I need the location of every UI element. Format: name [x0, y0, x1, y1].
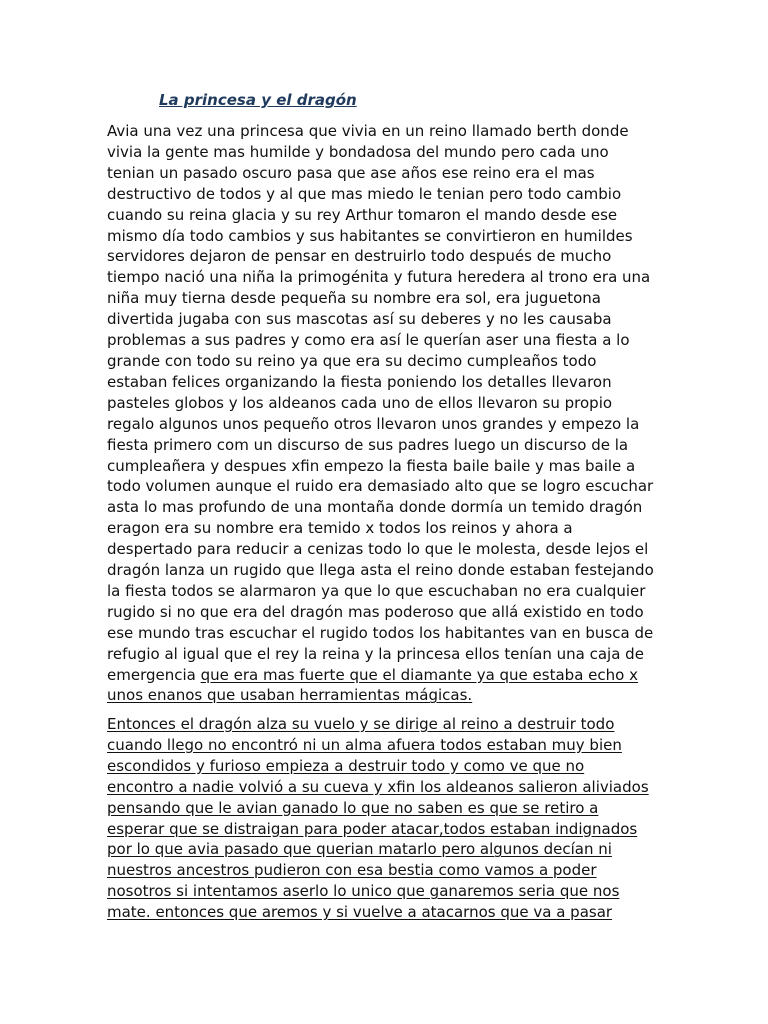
paragraph-2-line [107, 798, 707, 819]
line-text: cumpleañera y despues xfin empezo la fiesta baile baile y mas baile a [107, 456, 636, 475]
paragraph-1-line [107, 497, 707, 518]
paragraph-1-line [107, 518, 707, 539]
line-text: servidores dejaron de pensar en destruirlo todo después de mucho [107, 247, 612, 266]
document-title: La princesa y el dragón [159, 91, 357, 109]
underlined-text: Entonces el dragón alza su vuelo y se dirige al reino a destruir todo [107, 715, 615, 733]
paragraph-2-line [107, 819, 707, 840]
line-text: problemas a sus padres y como era así le querían aser una fiesta a lo [107, 331, 630, 350]
paragraph-1-line [107, 246, 707, 267]
underlined-text: escondidos y furioso empieza a destruir todo y como ve que no [107, 756, 585, 775]
paragraph-1-line [107, 205, 707, 226]
line-text: destructivo de todos y al que mas miedo le tenian pero todo cambio [107, 184, 622, 203]
paragraph-1-line [107, 414, 707, 435]
paragraph-1-line [107, 644, 707, 665]
line-text: estaban felices organizando la fiesta poniendo los detalles llevaron [107, 372, 612, 391]
paragraph-1-line [107, 309, 707, 330]
line-text: tiempo nació una niña la primogénita y futura heredera al trono era una [107, 268, 651, 287]
paragraph-1-line [107, 330, 707, 351]
paragraph-1-line [107, 623, 707, 644]
underlined-text: por lo que avia pasado que querian matarlo pero algunos decían ni [107, 840, 612, 859]
paragraph-2-line [107, 714, 707, 735]
underlined-text: mate. entonces que aremos y si vuelve a atacarnos que va a pasar [107, 903, 613, 922]
line-text: niña muy tierna desde pequeña su nombre era sol, era juguetona [107, 289, 601, 308]
line-text: todo volumen aunque el ruido era demasiado alto que se logro escuchar [107, 477, 654, 496]
line-text: eragon era su nombre era temido x todos los reinos y ahora a [107, 519, 573, 538]
paragraph-2 [107, 714, 707, 923]
line-text: vivia la gente mas humilde y bondadosa del mundo pero cada uno [107, 142, 609, 161]
line-text: despertado para reducir a cenizas todo lo que le molesta, desde lejos el [107, 540, 649, 559]
paragraph-1-line [107, 267, 707, 288]
paragraph-1-line [107, 184, 707, 205]
paragraph-2-line [107, 735, 707, 756]
line-text: mismo día todo cambios y sus habitantes se convirtieron en humildes [107, 226, 633, 245]
line-text: fiesta primero com un discurso de sus padres luego un discurso de la [107, 435, 629, 454]
paragraph-1-line [107, 163, 707, 184]
line-text: refugio al igual que el rey la reina y la princesa ellos tenían una caja de [107, 644, 644, 663]
paragraph-1-line [107, 142, 707, 163]
paragraph-1-line [107, 685, 707, 706]
paragraph-2-line [107, 860, 707, 881]
line-text: divertida jugaba con sus mascotas así su deberes y no les causaba [107, 310, 612, 329]
paragraph-1-line [107, 372, 707, 393]
underlined-text: nosotros si intentamos aserlo lo unico que ganaremos seria que nos [107, 882, 620, 901]
paragraph-1-line [107, 560, 707, 581]
line-text: cuando su reina glacia y su rey Arthur tomaron el mando desde ese [107, 205, 618, 224]
paragraph-1-line [107, 393, 707, 414]
underlined-text: cuando llego no encontró ni un alma afuera todos estaban muy bien [107, 735, 622, 754]
paragraph-1-line [107, 226, 707, 247]
paragraph-2-line [107, 881, 707, 902]
line-text: dragón lanza un rugido que llega asta el reino donde estaban festejando [107, 561, 654, 580]
paragraph-1-line [107, 602, 707, 623]
paragraph-2-line [107, 756, 707, 777]
underlined-text: esperar que se distraigan para poder atacar,todos estaban indignados [107, 819, 638, 838]
paragraph-2-line [107, 902, 707, 923]
paragraph-1-line [107, 539, 707, 560]
underlined-text: unos enanos que usaban herramientas mágicas. [107, 686, 473, 705]
paragraph-1-line [107, 351, 707, 372]
paragraph-1-line [107, 435, 707, 456]
line-text: asta lo mas profundo de una montaña donde dormía un temido dragón [107, 498, 643, 517]
paragraph-1 [107, 121, 707, 706]
line-text: ese mundo tras escuchar el rugido todos los habitantes van en busca de [107, 623, 654, 642]
line-text: tenian un pasado oscuro pasa que ase años ese reino era el mas [107, 163, 595, 182]
line-text: emergencia [107, 665, 201, 684]
line-text: pasteles globos y los aldeanos cada uno de ellos llevaron su propio [107, 393, 613, 412]
line-text: la fiesta todos se alarmaron ya que lo que escuchaban no era cualquier [107, 581, 646, 600]
paragraph-1-line [107, 665, 707, 686]
paragraph-1-line [107, 288, 707, 309]
paragraph-1-line [107, 581, 707, 602]
line-text: grande con todo su reino ya que era su decimo cumpleaños todo [107, 351, 597, 370]
paragraph-1-line [107, 456, 707, 477]
paragraph-1-line [107, 476, 707, 497]
underlined-text: nuestros ancestros pudieron con esa bestia como vamos a poder [107, 861, 597, 880]
paragraph-2-line [107, 839, 707, 860]
paragraph-1-line [107, 121, 707, 142]
underlined-text: encontro a nadie volvió a su cueva y xfin los aldeanos salieron aliviados [107, 777, 649, 796]
underlined-text: pensando que le avian ganado lo que no saben es que se retiro a [107, 798, 599, 817]
line-text: rugido si no que era del dragón mas poderoso que allá existido en todo [107, 602, 644, 621]
line-text: regalo algunos unos pequeño otros llevaron unos grandes y empezo la [107, 414, 640, 433]
underlined-text: que era mas fuerte que el diamante ya que estaba echo x [200, 665, 638, 684]
line-text: Avia una vez una princesa que vivia en un reino llamado berth donde [107, 122, 629, 140]
paragraph-2-line [107, 777, 707, 798]
